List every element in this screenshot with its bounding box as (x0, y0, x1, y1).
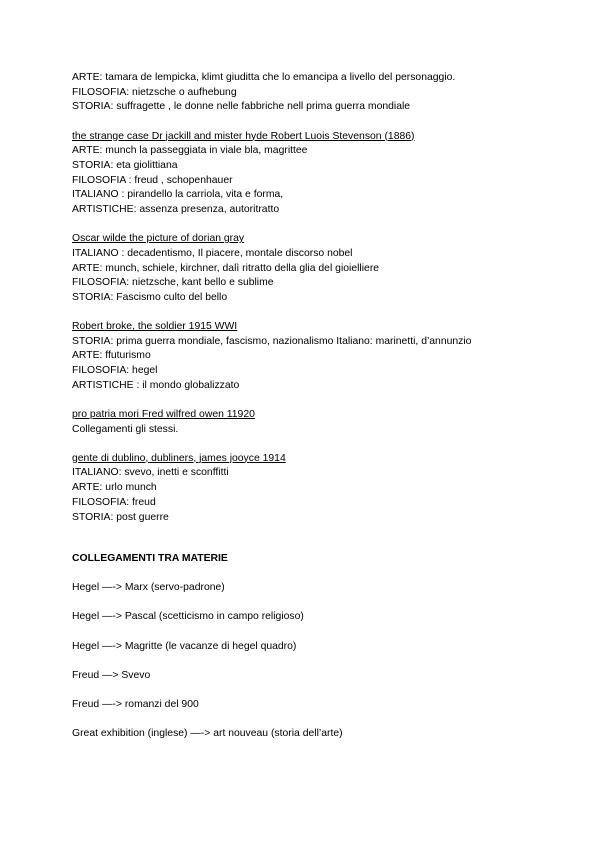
section-intro (72, 71, 572, 115)
section-title: pro patria mori Fred wilfred owen 11920 (72, 408, 255, 420)
section-pro-patria-mori (72, 408, 572, 437)
text-line: FILOSOFIA: nietzsche o aufhebung (72, 86, 237, 98)
text-line: ARTISTICHE: assenza presenza, autoritratto (72, 204, 280, 216)
connection-item: Hegel —-> Pascal (scetticismo in campo religioso) (72, 611, 304, 623)
section-the-soldier (72, 320, 572, 394)
section-title: Robert broke, the soldier 1915 WWI (72, 321, 238, 333)
text-line: ITALIANO: svevo, inetti e sconffitti (72, 467, 229, 479)
connection-item: Great exhibition (inglese) —-> art nouveau (storia dell’arte) (72, 727, 343, 739)
section-title: the strange case Dr jackill and mister hyde Robert Luois Stevenson (1886) (72, 130, 415, 142)
section-dorian-gray (72, 232, 572, 306)
text-line: ARTE: munch, schiele, kirchner, dalì ritratto della glia del gioielliere (72, 262, 380, 274)
text-line: ARTE: munch la passeggiata in viale bla, magrittee (72, 145, 308, 157)
text-line: STORIA: eta giolittiana (72, 159, 178, 171)
connections-section (72, 552, 572, 741)
section-title: gente di dublino, dubliners, james jooyce 1914 (72, 452, 286, 464)
text-line: ITALIANO : decadentismo, Il piacere, montale discorso nobel (72, 247, 353, 259)
text-line: ARTE: urlo munch (72, 482, 157, 494)
text-line: STORIA: Fascismo culto del bello (72, 291, 228, 303)
section-dubliners (72, 452, 572, 526)
connection-item: Freud —-> romanzi del 900 (72, 698, 199, 710)
connection-item: Hegel —-> Magritte (le vacanze di hegel quadro) (72, 640, 297, 652)
text-line: STORIA: post guerre (72, 511, 169, 523)
connections-heading: COLLEGAMENTI TRA MATERIE (72, 553, 228, 565)
text-line: ITALIANO : pirandello la carriola, vita e forma, (72, 189, 284, 201)
text-line: STORIA: prima guerra mondiale, fascismo, nazionalismo Italiano: marinetti, d’annunzio (72, 335, 472, 347)
text-line: ARTISTICHE : il mondo globalizzato (72, 379, 240, 391)
section-jekyll-hyde (72, 130, 572, 218)
section-title: Oscar wilde the picture of dorian gray (72, 233, 245, 245)
text-line: STORIA: suffragette , le donne nelle fabbriche nell prima guerra mondiale (72, 101, 411, 113)
text-line: FILOSOFIA: hegel (72, 365, 158, 377)
connection-item: Freud —> Svevo (72, 669, 151, 681)
document-page (72, 71, 572, 756)
text-line: FILOSOFIA: nietzsche, kant bello e sublime (72, 277, 274, 289)
text-line: ARTE: tamara de lempicka, klimt giuditta che lo emancipa a livello del personaggio. (72, 72, 456, 83)
text-line: ARTE: ffuturismo (72, 350, 151, 362)
text-line: FILOSOFIA : freud , schopenhauer (72, 174, 233, 186)
connection-item: Hegel —-> Marx (servo-padrone) (72, 582, 225, 594)
text-line: FILOSOFIA: freud (72, 496, 156, 508)
text-line: Collegamenti gli stessi. (72, 423, 179, 435)
